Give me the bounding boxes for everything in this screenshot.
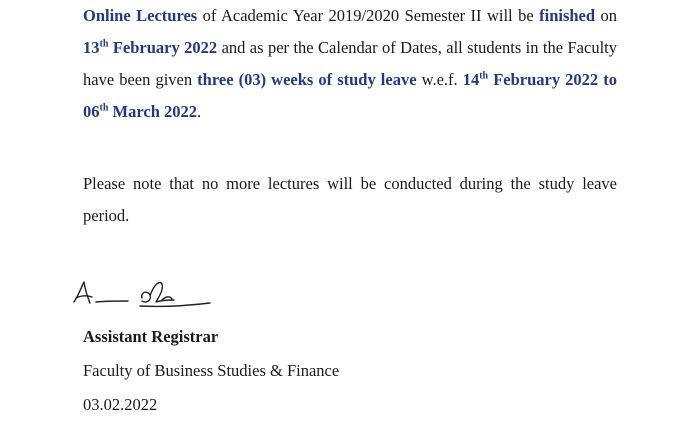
ordinal-suffix: th — [479, 70, 489, 82]
paragraph-text: of Academic Year 2019/2020 Semester II will be — [197, 6, 540, 25]
online-lectures-text: Online Lectures — [83, 6, 198, 25]
signatory-faculty: Faculty of Business Studies & Finance — [83, 361, 340, 380]
end-date-text — [83, 38, 217, 57]
end-month-year: February 2022 — [108, 38, 218, 57]
study-leave-text: three (03) weeks of study leave — [197, 70, 417, 89]
leave-start-day: 14 — [462, 70, 480, 89]
paragraph-text: . — [197, 102, 202, 121]
notice-paragraph-no-lectures: Please note that no more lectures will be conducted during the study leave period. — [83, 174, 617, 225]
ordinal-suffix: th — [99, 38, 109, 50]
paragraph-text: and as per the Calendar of Dates, all students in the Faculty have been given — [83, 38, 617, 89]
end-day: 13 — [83, 38, 100, 57]
paragraph-text: w.e.f. — [416, 70, 463, 89]
ordinal-suffix: th — [99, 102, 109, 114]
finished-text: finished — [539, 6, 596, 25]
signatory-title: Assistant Registrar — [83, 327, 219, 346]
leave-range-text: February 2022 to 06 — [83, 70, 617, 121]
leave-end-month-year: March 2022 — [108, 102, 198, 121]
notice-paragraph-schedule — [83, 0, 617, 128]
notice-date: 03.02.2022 — [83, 395, 158, 414]
paragraph-text: on — [595, 6, 617, 25]
handwritten-signature — [70, 274, 220, 314]
